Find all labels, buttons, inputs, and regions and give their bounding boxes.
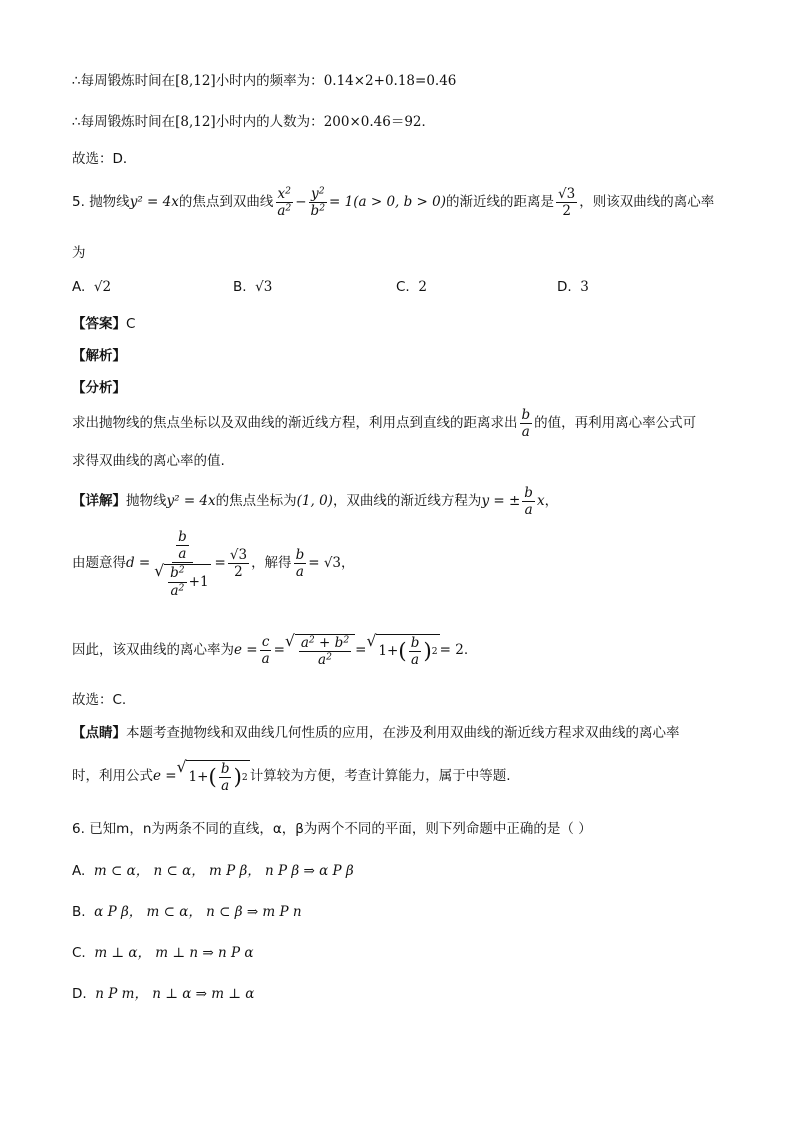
answer-line: 【答案】C [72, 316, 136, 332]
q5-stem-b: 的焦点到双曲线 [178, 193, 274, 210]
q6-option-d: D. n P m， n ⊥ α ⇒ m ⊥ α [72, 986, 255, 1002]
b-over-a: $\frac{b}{a}$ [521, 407, 531, 441]
q5-option-c: C. 2 [396, 279, 427, 295]
eccentricity-line: 因此，该双曲线的离心率为 e = $\frac{c}{a}$ = √ $\frac{a^2 + b^2}{a^2}$ = √ 1+ ( $\frac{b}{a}$ ) 2 = 2 . [72, 632, 469, 669]
distance-fraction: $\frac{√3}{2}$ [558, 186, 576, 220]
q5-option-a: A. √2 [72, 279, 112, 295]
dianjing-line-2: 时，利用公式 e = √ 1+ ( $\frac{b}{a}$ ) 2 计算较为方便，考查计算能力，属于中等题. [72, 758, 511, 795]
q6-option-a: A. m ⊂ α， n ⊂ α， m P β， n P β ⇒ α P β [72, 863, 354, 879]
count-calc: 200×0.46＝92． [323, 114, 436, 130]
analysis-tag: 【解析】 [72, 348, 126, 364]
q5-stem-a: 抛物线 [89, 193, 130, 210]
q5-option-d: D. 3 [557, 279, 589, 295]
interval: [8,12] [175, 73, 216, 89]
parabola-equation: y² = 4x [129, 193, 179, 210]
fenxi-line-2: 求得双曲线的离心率的值. [72, 453, 225, 469]
distance-line: 由题意得 d = $\frac{b}{a}$ √ $\frac{b^2}{a^2}$ +1 = $\frac{√3}{2}$ ，解得 $\frac{b}{a}$ = √3 ， [72, 529, 355, 599]
freq-text-2: 小时内的频率为： [215, 73, 324, 89]
count-line [72, 116, 435, 130]
q6-option-b: B. α P β， m ⊂ α， n ⊂ β ⇒ m P n [72, 904, 302, 920]
distance-formula: $\frac{b}{a}$ √ $\frac{b^2}{a^2}$ +1 [154, 529, 209, 599]
freq-line [72, 75, 456, 89]
freq-text: ∴每周锻炼时间在 [72, 73, 176, 89]
hyperbola-x-term: $\frac{x^2}{a^2}$ [277, 185, 292, 220]
fenxi-tag: 【分析】 [72, 380, 126, 396]
q6-stem: 6. 已知m，n为两条不同的直线，α，β为两个不同的平面，则下列命题中正确的是（ ） [72, 821, 592, 837]
freq-calc: 0.14×2+0.18=0.46 [323, 73, 457, 89]
detail-line: 【详解】 抛物线 y² = 4x 的焦点坐标为 (1, 0) ，双曲线的渐近线方程为 y = ± $\frac{b}{a}$ x ， [72, 485, 559, 519]
fenxi-line-1: 求出抛物线的焦点坐标以及双曲线的渐近线方程，利用点到直线的距离求出 $\frac{b}{a}$ 的值，再利用离心率公式可 [72, 407, 697, 441]
q5-option-b: B. √3 [233, 279, 273, 295]
q5-stem: 5. 抛物线 y² = 4x 的焦点到双曲线 $\frac{x^2}{a^2}$ − $\frac{y^2}{b^2}$ = 1(a > 0, b > 0) 的渐近线的距离是 $\frac{√3}{2}$ ，则该双曲线的离心率 [72, 185, 715, 220]
choice-line-d: 故选：D． [72, 151, 137, 167]
count-text-2: 小时内的人数为： [215, 114, 324, 130]
dianjing-line-1: 【点睛】本题考查抛物线和双曲线几何性质的应用，在涉及利用双曲线的渐近线方程求双曲线的离心率 [72, 725, 680, 741]
q5-stem-d: ，则该双曲线的离心率 [579, 193, 715, 210]
count-text: ∴每周锻炼时间在 [72, 114, 176, 130]
answer-value: C [126, 316, 136, 332]
q5-stem-e: 为 [72, 245, 86, 261]
focus-point: (1, 0) [296, 492, 333, 509]
q5-stem-c: 的渐近线的距离是 [446, 193, 555, 210]
choose-c-line: 故选：C. [72, 692, 127, 708]
interval: [8,12] [175, 114, 216, 130]
hyperbola-condition: = 1(a > 0, b > 0) [329, 193, 447, 210]
hyperbola-y-term: $\frac{y^2}{b^2}$ [310, 185, 326, 220]
q6-option-c: C. m ⊥ α， m ⊥ n ⇒ n P α [72, 945, 254, 961]
question-number: 5. [72, 193, 85, 210]
